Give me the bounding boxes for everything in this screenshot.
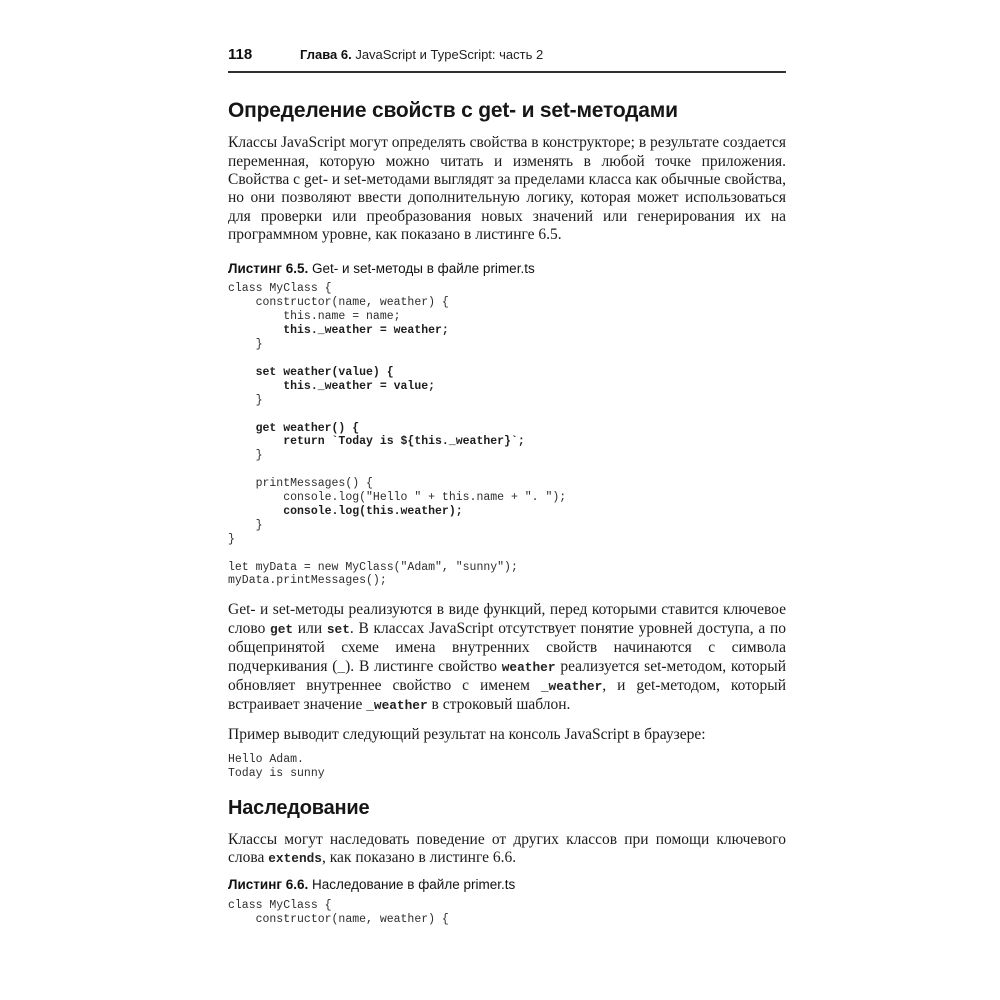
listing-caption-text: Наследование в файле primer.ts [308, 876, 516, 892]
inline-code: extends [268, 851, 322, 867]
chapter-title: JavaScript и TypeScript: часть 2 [351, 47, 544, 62]
text-segment: или [293, 619, 327, 637]
text-segment: . В классах JavaScript отсутствует понятие уровней доступа, а по общепринятой схеме имена внутренних свойств начинаются с символа подчеркивания ( [228, 619, 786, 675]
text-segment: , и get-методом, который встраивает значение [228, 677, 787, 714]
code-line: } [228, 338, 263, 352]
code-listing-6-5 [228, 282, 786, 588]
code-listing-6-6 [228, 899, 786, 927]
code-line: this._weather = value; [228, 379, 436, 393]
code-line: Today is sunny [228, 767, 325, 781]
inline-code: set [326, 621, 350, 637]
code-line: } [228, 532, 235, 546]
inline-code: _ [337, 659, 346, 675]
text-segment: Классы JavaScript могут определять свойства в конструкторе; в результате создается переменная, которую можно читать и изменять в любой точке приложения. Свойства с get- и set-методами выглядят за пределами класса как обычные свойства, но они позволяют ввести дополнительную логику, которая может использоваться для проверки или преобразования новых значений или генерирования их на программном уровне, как показано в листинге 6.5. [228, 134, 786, 244]
code-line [228, 547, 786, 561]
code-line: set weather(value) { [228, 365, 394, 379]
code-line: let myData = new MyClass("Adam", "sunny"); [228, 560, 518, 574]
inline-code: _weather [366, 698, 428, 714]
listing-caption-label: Листинг 6.6. [228, 876, 309, 892]
page-content [228, 0, 786, 927]
code-line: console.log("Hello " + this.name + ". "); [228, 491, 567, 505]
inline-code: _weather [540, 679, 603, 695]
console-output [228, 753, 786, 781]
body-paragraph [228, 831, 786, 869]
code-line [228, 408, 786, 422]
code-line [228, 352, 786, 366]
code-line: class MyClass { [228, 282, 332, 296]
code-line: } [228, 393, 263, 407]
inline-code: get [270, 621, 294, 637]
chapter-label: Глава 6. [300, 47, 352, 62]
inline-code: weather [501, 659, 556, 675]
listing-caption-label: Листинг 6.5. [228, 260, 309, 276]
text-segment: в строковый шаблон. [427, 696, 571, 714]
text-segment: Get- и set-методы реализуются в виде функций, перед которыми ставится ключевое слово [228, 601, 786, 637]
code-line: class MyClass { [228, 898, 332, 912]
text-segment: ). В листинге свойство [345, 657, 502, 675]
code-line: return `Today is ${this._weather}`; [228, 435, 525, 449]
code-line: constructor(name, weather) { [228, 912, 449, 926]
text-segment: Классы могут наследовать поведение от других классов при помощи ключевого слова [228, 831, 786, 867]
code-line: } [228, 449, 263, 463]
listing-caption-6-5 [228, 261, 786, 278]
code-line: console.log(this.weather); [228, 504, 463, 518]
code-line: this._weather = weather; [228, 324, 449, 338]
body-paragraph [228, 134, 786, 244]
code-line: get weather() { [228, 421, 360, 435]
code-line: printMessages() { [228, 477, 373, 491]
section-title-get-set: Определение свойств с get- и set-методами [228, 99, 678, 122]
code-line: } [228, 518, 263, 532]
text-segment: реализуется set-методом, который обновляет внутреннее свойство с именем [228, 657, 787, 695]
text-segment: , как показано в листинге 6.6. [322, 849, 517, 867]
section-title-inheritance: Наследование [228, 797, 370, 820]
listing-caption-text: Get- и set-методы в файле primer.ts [308, 260, 535, 276]
running-head [228, 46, 786, 73]
listing-caption-6-6 [228, 877, 786, 894]
text-segment: Пример выводит следующий результат на консоль JavaScript в браузере: [228, 725, 706, 743]
code-line: this.name = name; [228, 310, 401, 324]
code-line: myData.printMessages(); [228, 574, 387, 588]
page-number: 118 [228, 46, 253, 63]
code-line: constructor(name, weather) { [228, 296, 449, 310]
code-line [228, 463, 786, 477]
code-line: Hello Adam. [228, 753, 304, 767]
body-paragraph [228, 601, 786, 715]
body-paragraph [228, 726, 786, 744]
